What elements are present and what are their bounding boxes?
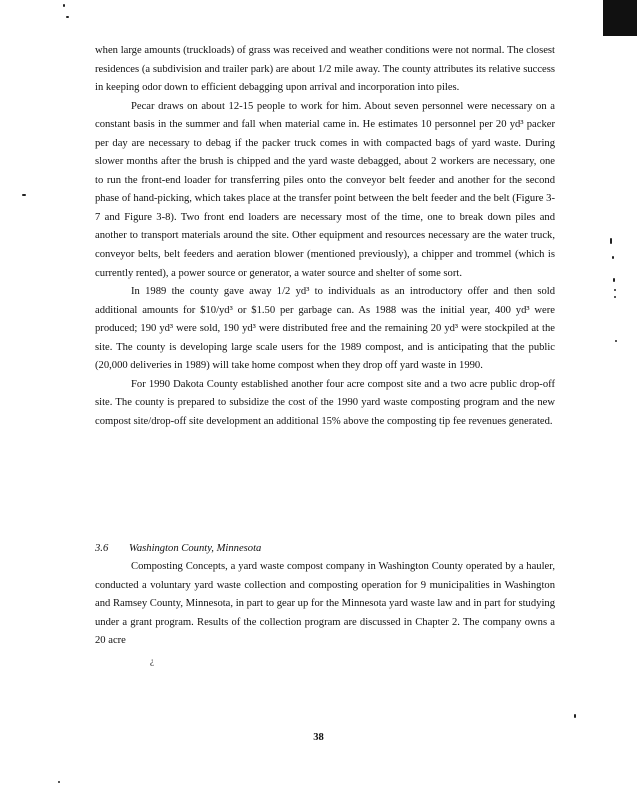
stray-mark: ¿ (150, 656, 154, 666)
scan-speck (613, 278, 615, 282)
paragraph-washington-county: Composting Concepts, a yard waste compost company in Washington County operated by a hauler, conducted a voluntary yard waste collection and composting operation for 9 municipalities in Washington and Ramsey County, Minnesota, in part to gear up for the Minnesota yard waste law and in part for studying under a grant program. Results of the collection program are discussed in Chapter 2. The company owns a 20 acre (95, 561, 555, 647)
paragraph-1989-distribution: In 1989 the county gave away 1/2 yd³ to individuals as an introductory offer and then sold additional amounts for $10/yd³ or $1.50 per garbage can. As 1988 was the initial year, 400 yd³ were produced; 190 yd³ were sold, 190 yd³ were distributed free and the remaining 20 yd³ were stockpiled at the site. The county is developing large scale users for the 1989 compost, and is anticipating that the public (20,000 deliveries in 1989) will take home compost when they drop off yard waste in 1990. (95, 286, 555, 372)
scan-speck (22, 194, 26, 196)
paragraph-pecar-staffing: Pecar draws on about 12-15 people to work for him. About seven personnel were necessary on a constant basis in the summer and fall when material came in. He estimates 10 personnel per 20 yd³ packer per day are necessary to debag if the packer truck comes in with compacted bags of yard waste. During slower months after the brush is chipped and the yard waste debagged, about 2 workers are necessary, one to run the front-end loader for transferring piles onto the conveyor belt feeder and another for the second phase of hand-picking, which takes place at the transfer point between the belt feeder and the belt (Figure 3-7 and Figure 3-8). Two front end loaders are necessary most of the time, one to break down piles and another to transport materials around the site. Other equipment and resources necessary are the water truck, conveyor belts, belt feeders and aeration blower (mentioned previously), a chipper and trommel (which is currently rented), a power source or generator, a water source and shelter of some sort. (95, 100, 555, 279)
page-number: 38 (313, 732, 324, 743)
section-number: 3.6 (95, 543, 109, 554)
scan-speck (612, 256, 614, 259)
paragraph-continued: when large amounts (truckloads) of grass was received and weather conditions were not normal. The closest residences (a subdivision and trailer park) are about 1/2 mile away. The county attributes its relative success in keeping odor down to efficient debagging upon arrival and incorporation into piles. (95, 45, 555, 94)
scan-speck (610, 238, 612, 244)
body-text (95, 42, 555, 431)
body-text-section (95, 558, 555, 651)
black-corner-tab (603, 0, 637, 36)
paragraph-1990-expansion: For 1990 Dakota County established another four acre compost site and a two acre public drop-off site. The county is prepared to subsidize the cost of the 1990 yard waste composting program and the new compost site/drop-off site development an additional 15% above the composting tip fee revenues generated. (95, 378, 555, 427)
scan-speck (574, 714, 576, 718)
scan-speck (66, 16, 69, 18)
scan-speck (614, 296, 616, 298)
scan-speck (614, 289, 616, 291)
scan-speck (58, 781, 60, 783)
section-heading (95, 540, 261, 558)
section-title: Washington County, Minnesota (129, 543, 262, 554)
scan-speck (615, 340, 617, 342)
scan-speck (63, 4, 65, 7)
